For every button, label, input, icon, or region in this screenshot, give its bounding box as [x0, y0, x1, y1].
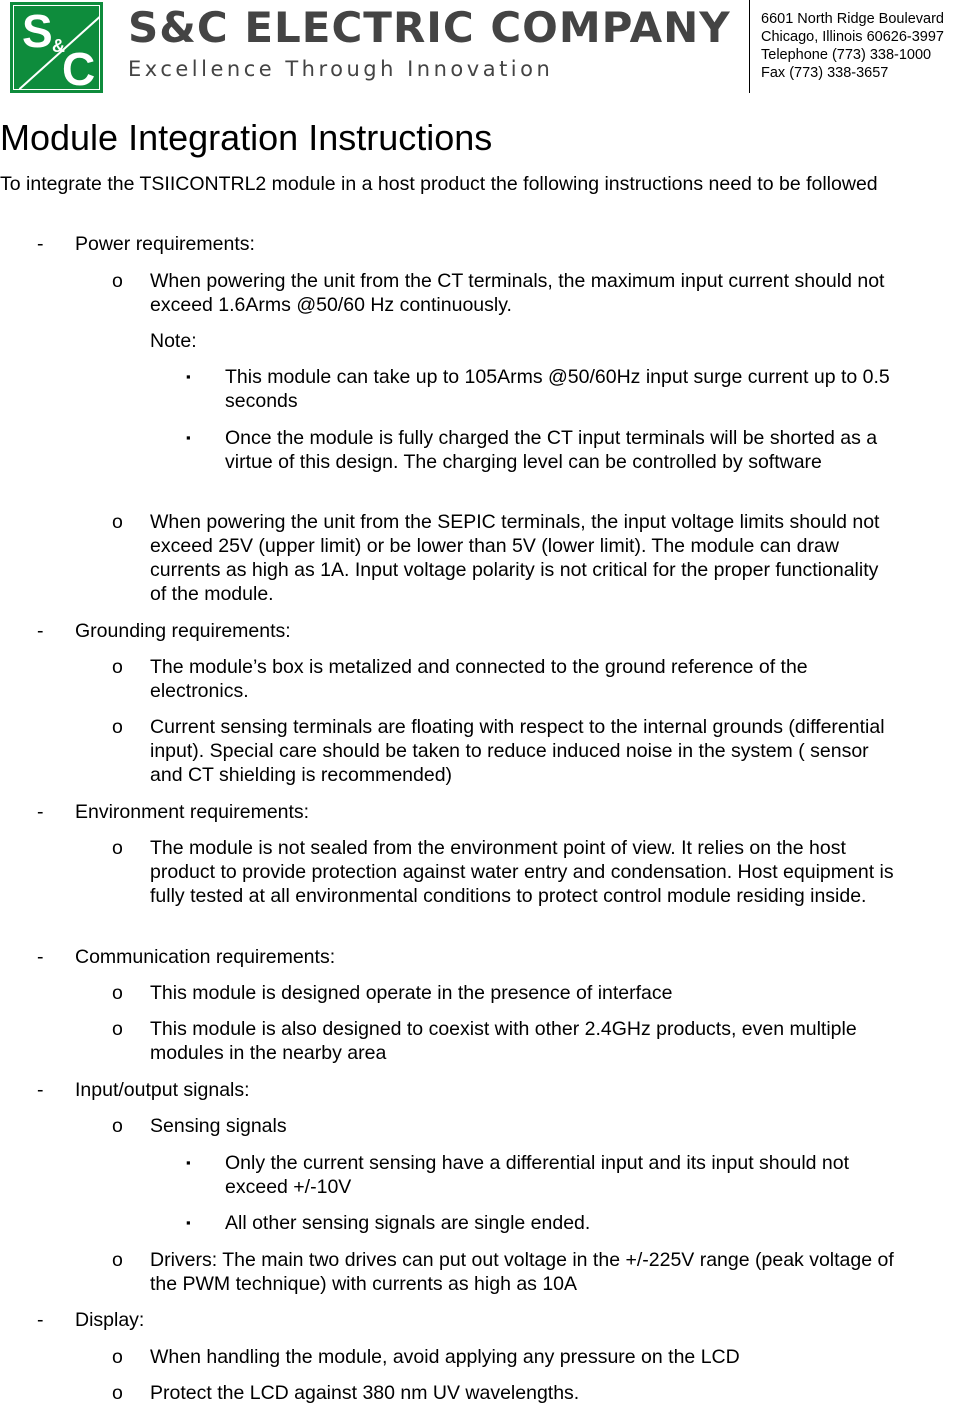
square-marker: ▪	[186, 1215, 191, 1230]
list-item: Protect the LCD against 380 nm UV wavelengths.	[150, 1382, 580, 1404]
circle-marker: o	[112, 1115, 123, 1137]
section-heading-grounding: Grounding requirements:	[75, 620, 291, 642]
list-item: The module’s box is metalized and connected to the ground reference of the electronics.	[150, 656, 808, 702]
dash-marker: -	[37, 620, 44, 642]
section-heading-io-signals: Input/output signals:	[75, 1079, 250, 1101]
section-heading-communication: Communication requirements:	[75, 946, 336, 968]
circle-marker: o	[112, 270, 123, 292]
list-item: When powering the unit from the CT terminals, the maximum input current should not exceed 1.6Arms @50/60 Hz continuously.	[150, 270, 885, 316]
logo-letter-s: S	[22, 5, 53, 57]
list-item: All other sensing signals are single ended.	[225, 1212, 591, 1234]
company-name: S&C ELECTRIC COMPANY	[128, 3, 731, 52]
dash-marker: -	[37, 801, 44, 823]
address-fax: Fax (773) 338-3657	[761, 65, 889, 81]
list-item: Drivers: The main two drives can put out voltage in the +/-225V range (peak voltage of the PWM technique) with currents as high as 10A	[150, 1249, 894, 1295]
dash-marker: -	[37, 233, 44, 255]
company-logo	[10, 2, 103, 93]
list-item: This module is also designed to coexist with other 2.4GHz products, even multiple modules in the nearby area	[150, 1018, 857, 1064]
list-item: Current sensing terminals are floating with respect to the internal grounds (differential input). Special care should be taken to reduce induced noise in the system ( sensor and CT shielding is recommended)	[150, 716, 885, 786]
section-heading-environment: Environment requirements:	[75, 801, 310, 823]
section-heading-display: Display:	[75, 1309, 145, 1331]
square-marker: ▪	[186, 369, 191, 384]
list-item: The module is not sealed from the environment point of view. It relies on the host product to provide protection against water entry and condensation. Host equipment is fully tested at all environmental conditions to protect control module residing inside.	[150, 837, 894, 907]
square-marker: ▪	[186, 430, 191, 445]
circle-marker: o	[112, 837, 123, 859]
circle-marker: o	[112, 1382, 123, 1404]
circle-marker: o	[112, 1249, 123, 1271]
list-item: This module can take up to 105Arms @50/60Hz input surge current up to 0.5 seconds	[225, 366, 890, 412]
dash-marker: -	[37, 1079, 44, 1101]
logo-frame	[13, 5, 100, 90]
list-item: Sensing signals	[150, 1115, 287, 1137]
list-item: When handling the module, avoid applying any pressure on the LCD	[150, 1346, 740, 1368]
header-divider	[749, 0, 750, 93]
intro-paragraph: To integrate the TSIICONTRL2 module in a host product the following instructions need to be followed	[0, 173, 878, 195]
list-item: This module is designed operate in the presence of interface	[150, 982, 673, 1004]
circle-marker: o	[112, 1018, 123, 1040]
circle-marker: o	[112, 716, 123, 738]
logo-letter-c: C	[62, 43, 96, 90]
dash-marker: -	[37, 1309, 44, 1331]
address-street: 6601 North Ridge Boulevard	[761, 11, 944, 27]
list-item: Once the module is fully charged the CT input terminals will be shorted as a virtue of this design. The charging level can be controlled by software	[225, 427, 878, 473]
logo-ampersand: &	[52, 36, 65, 56]
page-title: Module Integration Instructions	[0, 117, 493, 158]
company-tagline: Excellence Through Innovation	[128, 57, 554, 81]
list-item: When powering the unit from the SEPIC terminals, the input voltage limits should not exceed 25V (upper limit) or be lower than 5V (lower limit). The module can draw currents as high as 1A. Input voltage polarity is not critical for the proper functionality of the module.	[150, 511, 880, 605]
square-marker: ▪	[186, 1155, 191, 1170]
circle-marker: o	[112, 511, 123, 533]
circle-marker: o	[112, 1346, 123, 1368]
dash-marker: -	[37, 946, 44, 968]
address-city: Chicago, Illinois 60626-3997	[761, 29, 944, 45]
section-heading-power: Power requirements:	[75, 233, 255, 255]
company-address	[761, 10, 944, 82]
list-item: Only the current sensing have a differential input and its input should not exceed +/-10V	[225, 1152, 850, 1198]
address-telephone: Telephone (773) 338-1000	[761, 47, 932, 63]
circle-marker: o	[112, 656, 123, 678]
circle-marker: o	[112, 982, 123, 1004]
note-label: Note:	[150, 330, 197, 352]
